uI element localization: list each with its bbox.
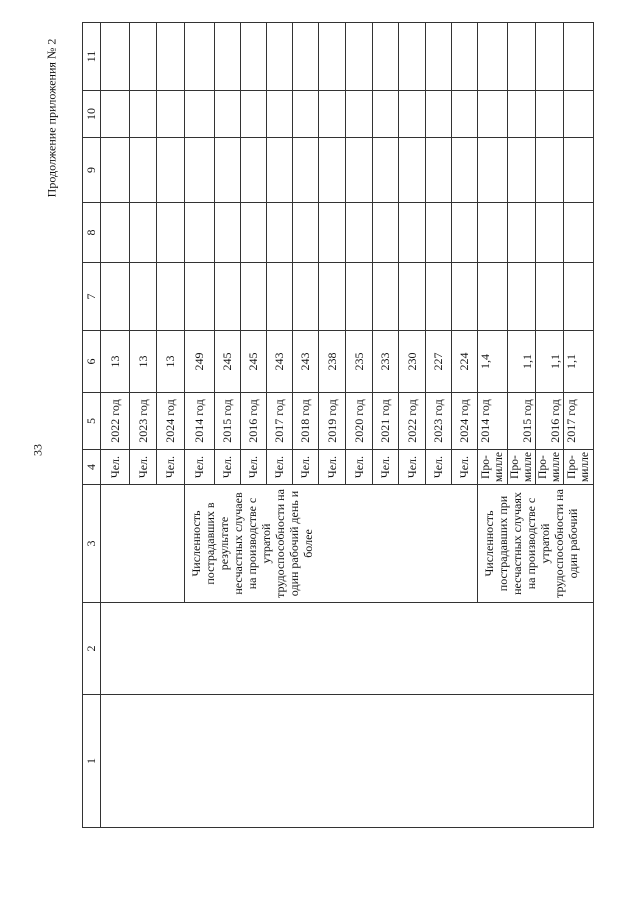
column-number: 9 bbox=[83, 138, 101, 203]
value-cell: 230 bbox=[399, 331, 426, 393]
year-cell: 2019 год bbox=[319, 393, 346, 450]
value-cell: 1,1 bbox=[564, 331, 594, 393]
year-cell: 2015 год bbox=[215, 393, 241, 450]
cell-col1 bbox=[101, 695, 594, 828]
year-cell: 2016 год bbox=[536, 393, 564, 450]
value-cell: 13 bbox=[130, 331, 157, 393]
unit-cell: Чел. bbox=[399, 450, 426, 485]
column-number: 1 bbox=[83, 695, 101, 828]
value-cell: 245 bbox=[241, 331, 267, 393]
unit-cell: Чел. bbox=[346, 450, 373, 485]
column-number: 3 bbox=[83, 485, 101, 603]
column-number-row bbox=[83, 23, 101, 828]
year-cell: 2022 год bbox=[399, 393, 426, 450]
column-number: 4 bbox=[83, 450, 101, 485]
column-number: 2 bbox=[83, 603, 101, 695]
unit-cell: Чел. bbox=[157, 450, 185, 485]
year-cell: 2024 год bbox=[157, 393, 185, 450]
year-cell: 2014 год bbox=[185, 393, 215, 450]
value-cell: 1,4 bbox=[478, 331, 508, 393]
value-cell: 13 bbox=[157, 331, 185, 393]
value-cell: 227 bbox=[426, 331, 452, 393]
unit-cell: Чел. bbox=[293, 450, 319, 485]
year-cell: 2014 год bbox=[478, 393, 508, 450]
value-cell: 233 bbox=[373, 331, 399, 393]
continuation-heading: Продолжение приложения № 2 bbox=[44, 38, 59, 198]
value-cell: 1,1 bbox=[508, 331, 536, 393]
unit-cell: Чел. bbox=[426, 450, 452, 485]
column-number: 7 bbox=[83, 263, 101, 331]
unit-cell: Про- милле bbox=[508, 450, 536, 485]
column-number: 5 bbox=[83, 393, 101, 450]
unit-cell: Про- милле bbox=[536, 450, 564, 485]
value-cell: 245 bbox=[215, 331, 241, 393]
unit-cell: Чел. bbox=[373, 450, 399, 485]
table-row bbox=[101, 23, 130, 828]
unit-cell: Чел. bbox=[130, 450, 157, 485]
unit-cell: Чел. bbox=[215, 450, 241, 485]
unit-cell: Про- милле bbox=[478, 450, 508, 485]
value-cell: 243 bbox=[293, 331, 319, 393]
value-cell: 238 bbox=[319, 331, 346, 393]
year-cell: 2023 год bbox=[426, 393, 452, 450]
unit-cell: Про- милле bbox=[564, 450, 594, 485]
indicator-description: Численность пострадавших при несчастных случаях на производстве с утратой трудоспособности на один рабочий bbox=[478, 485, 594, 603]
column-number: 6 bbox=[83, 331, 101, 393]
cell-col2 bbox=[101, 603, 594, 695]
value-cell: 249 bbox=[185, 331, 215, 393]
year-cell: 2021 год bbox=[373, 393, 399, 450]
unit-cell: Чел. bbox=[452, 450, 478, 485]
column-number: 10 bbox=[83, 91, 101, 138]
indicators-table bbox=[82, 22, 594, 828]
column-number: 8 bbox=[83, 203, 101, 263]
rotated-table-frame bbox=[82, 23, 600, 828]
indicator-description: Численность пострадавших в результате несчастных случаев на производстве с утратой трудоспособности на один рабочий день и более bbox=[185, 485, 478, 603]
cell-indicator-empty bbox=[101, 485, 185, 603]
unit-cell: Чел. bbox=[185, 450, 215, 485]
column-number: 11 bbox=[83, 23, 101, 91]
unit-cell: Чел. bbox=[241, 450, 267, 485]
year-cell: 2024 год bbox=[452, 393, 478, 450]
year-cell: 2020 год bbox=[346, 393, 373, 450]
value-cell: 13 bbox=[101, 331, 130, 393]
value-cell: 1,1 bbox=[536, 331, 564, 393]
year-cell: 2015 год bbox=[508, 393, 536, 450]
year-cell: 2017 год bbox=[267, 393, 293, 450]
year-cell: 2022 год bbox=[101, 393, 130, 450]
unit-cell: Чел. bbox=[267, 450, 293, 485]
value-cell: 235 bbox=[346, 331, 373, 393]
unit-cell: Чел. bbox=[319, 450, 346, 485]
year-cell: 2017 год bbox=[564, 393, 594, 450]
year-cell: 2018 год bbox=[293, 393, 319, 450]
year-cell: 2016 год bbox=[241, 393, 267, 450]
year-cell: 2023 год bbox=[130, 393, 157, 450]
unit-cell: Чел. bbox=[101, 450, 130, 485]
page-number: 33 bbox=[30, 444, 45, 456]
value-cell: 224 bbox=[452, 331, 478, 393]
value-cell: 243 bbox=[267, 331, 293, 393]
